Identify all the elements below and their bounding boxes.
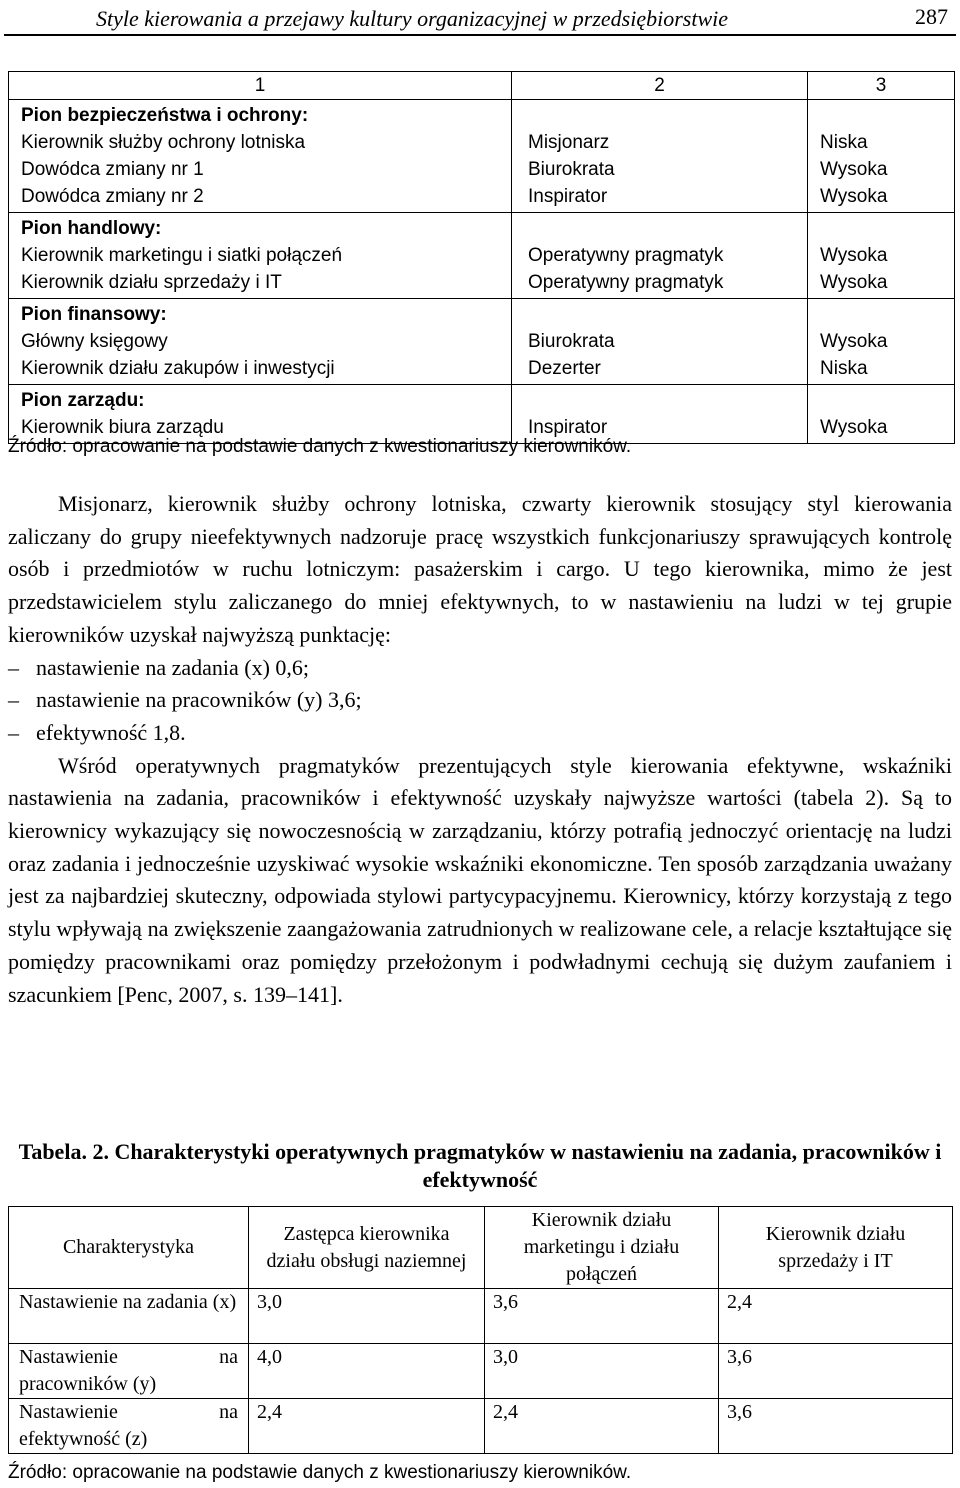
paragraph: Misjonarz, kierownik służby ochrony lotniska, czwarty kierownik stosujący styl kierowania zaliczany do grupy nieefektywnych nadzoruje pracę wszystkich funkcjonariuszy sprawujących kontrolę osób i przedmiotów w ruchu lotniczym: pasażerskim i cargo. U tego kierownika, mimo że jest przedstawicielem stylu zaliczanego do mniej efektywnych, to w nastawieniu na ludzi w tej grupie kierowników uzyskał najwyższą punktację:: [8, 491, 952, 647]
style-name: Inspirator: [528, 186, 608, 207]
style-cell: [512, 299, 808, 385]
characteristics-table: [8, 1206, 953, 1454]
table-cell: 4,0: [249, 1344, 485, 1399]
style-name: Biurokrata: [528, 159, 615, 180]
column-header: Charakterystyka: [9, 1207, 249, 1289]
page-number: 287: [915, 4, 948, 29]
style-name: Biurokrata: [528, 331, 615, 352]
table-cell: 2,4: [719, 1289, 953, 1344]
list-item: – nastawienie na zadania (x) 0,6;: [8, 652, 952, 685]
level-value: Niska: [820, 358, 868, 379]
row-label: Nastawienie na efektywność (z): [9, 1399, 249, 1454]
row-label: Nastawienie na pracowników (y): [9, 1344, 249, 1399]
level-value: Wysoka: [820, 159, 888, 180]
level-cell: [808, 100, 955, 213]
position-name: Kierownik służby ochrony lotniska: [21, 132, 306, 153]
table-cell: 3,0: [249, 1289, 485, 1344]
level-value: Wysoka: [820, 245, 888, 266]
table-row: [9, 299, 955, 385]
group-cell: [9, 385, 512, 444]
style-cell: [512, 100, 808, 213]
table-row: [9, 385, 955, 444]
table-cell: 2,4: [485, 1399, 719, 1454]
column-header: Kierownik działu sprzedaży i IT: [719, 1207, 953, 1289]
table-cell: 3,6: [485, 1289, 719, 1344]
table-cell: 3,6: [719, 1399, 953, 1454]
table-cell: 2,4: [249, 1399, 485, 1454]
position-name: Kierownik działu sprzedaży i IT: [21, 272, 282, 293]
group-cell: [9, 299, 512, 385]
level-value: Niska: [820, 132, 868, 153]
group-cell: [9, 213, 512, 299]
style-name: Operatywny pragmatyk: [528, 272, 724, 293]
style-name: Inspirator: [528, 417, 608, 438]
row-label: Nastawienie na zadania (x): [9, 1289, 249, 1344]
position-name: Dowódca zmiany nr 2: [21, 186, 204, 207]
table-row: [9, 100, 955, 213]
level-cell: [808, 385, 955, 444]
table2-source: Źródło: opracowanie na podstawie danych z kwestionariuszy kierowników.: [8, 1462, 632, 1483]
style-name: Dezerter: [528, 358, 601, 379]
style-cell: [512, 213, 808, 299]
column-number: 3: [808, 72, 955, 100]
style-name: Misjonarz: [528, 132, 610, 153]
table-header-row: [9, 1207, 953, 1289]
level-value: Wysoka: [820, 272, 888, 293]
column-number: 1: [9, 72, 512, 100]
group-cell: [9, 100, 512, 213]
level-value: Wysoka: [820, 331, 888, 352]
list-item: – nastawienie na pracowników (y) 3,6;: [8, 684, 952, 717]
group-name: Pion zarządu:: [21, 390, 145, 411]
table-cell: 3,6: [719, 1344, 953, 1399]
table-row: [9, 213, 955, 299]
table-row: [9, 1344, 953, 1399]
table2-title: Tabela. 2. Charakterystyki operatywnych pragmatyków w nastawieniu na zadania, pracowników i efektywność: [18, 1139, 942, 1192]
position-name: Kierownik marketingu i siatki połączeń: [21, 245, 343, 266]
list-item: – efektywność 1,8.: [8, 717, 952, 750]
level-cell: [808, 299, 955, 385]
column-numbers-row: [9, 72, 955, 100]
position-name: Główny księgowy: [21, 331, 168, 352]
running-title: Style kierowania a przejawy kultury organizacyjnej w przedsiębiorstwie: [96, 6, 729, 31]
group-name: Pion finansowy:: [21, 304, 167, 325]
level-cell: [808, 213, 955, 299]
style-cell: [512, 385, 808, 444]
column-header: Zastępca kierownika działu obsługi naziemnej: [249, 1207, 485, 1289]
table-cell: 3,0: [485, 1344, 719, 1399]
table-row: [9, 1289, 953, 1344]
page-header: [0, 0, 960, 40]
level-value: Wysoka: [820, 417, 888, 438]
table-row: [9, 1399, 953, 1454]
table1-source: Źródło: opracowanie na podstawie danych z kwestionariuszy kierowników.: [8, 436, 632, 457]
group-name: Pion bezpieczeństwa i ochrony:: [21, 105, 309, 126]
group-name: Pion handlowy:: [21, 218, 162, 239]
header-rule: [4, 34, 956, 36]
body-text: [8, 488, 952, 1011]
column-number: 2: [512, 72, 808, 100]
position-name: Kierownik biura zarządu: [21, 417, 224, 438]
paragraph: Wśród operatywnych pragmatyków prezentujących style kierowania efektywne, wskaźniki nastawienia na zadania, pracowników i efektywność uzyskały najwyższe wartości (tabela 2). Są to kierownicy wykazujący się nowoczesnością w zarządzaniu, którzy potrafią jednoczyć orientację na ludzi oraz zadania i jednocześnie uzyskiwać wysokie wskaźniki ekonomiczne. Ten sposób zarządzania uważany jest za najbardziej skuteczny, odpowiada stylowi partycypacyjnemu. Kierownicy, którzy korzystają z tego stylu wpływają na zwiększenie zaangażowania zatrudnionych w realizowane cele, a relacje kształtujące się pomiędzy pracownikami oraz pomiędzy przełożonym i podwładnymi cechują się dużym zaufaniem i szacunkiem [Penc, 2007, s. 139–141].: [8, 752, 952, 1007]
position-name: Dowódca zmiany nr 1: [21, 159, 204, 180]
column-header: Kierownik działu marketingu i działu połączeń: [485, 1207, 719, 1289]
position-name: Kierownik działu zakupów i inwestycji: [21, 358, 335, 379]
styles-table: [8, 71, 955, 444]
style-name: Operatywny pragmatyk: [528, 245, 724, 266]
level-value: Wysoka: [820, 186, 888, 207]
